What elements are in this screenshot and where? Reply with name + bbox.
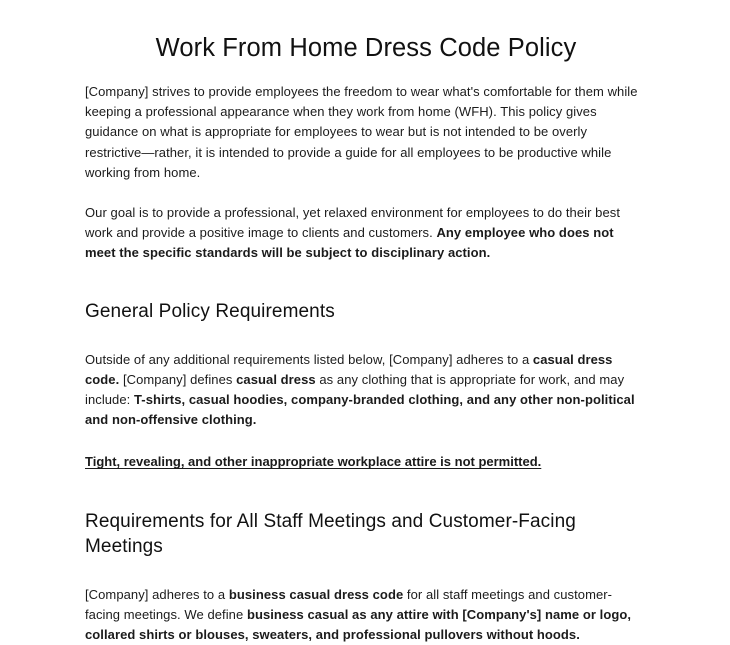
paragraph-goal [85, 203, 647, 264]
text-run: Outside of any additional requirements listed below, [Company] adheres to a [85, 351, 533, 367]
spacer [85, 559, 647, 585]
document-content [85, 0, 647, 645]
prohibited-attire-statement: Tight, revealing, and other inappropriate workplace attire is not permitted. [85, 454, 542, 470]
paragraph-casual-dress [85, 350, 647, 431]
heading-staff-meetings: Requirements for All Staff Meetings and Customer-Facing Meetings [85, 510, 576, 557]
text-run-bold: as any attire with [Company's] name or logo, collared shirts or blouses, sweaters, and professional pullovers without hoods. [85, 606, 632, 643]
text-run: for all staff meetings and customer-facing meetings. We define [85, 586, 613, 622]
heading-general-policy-requirements: General Policy Requirements [85, 300, 335, 322]
text-run: [Company] defines [119, 371, 237, 387]
spacer [85, 430, 647, 452]
text-run-bold: Any employee who does not meet the specific standards will be subject to disciplinary action. [85, 225, 614, 261]
text-run-bold: casual dress code. [85, 351, 613, 387]
text-run-bold: T-shirts, casual hoodies, company-branded clothing, and any other non-political and non-offensive clothing. [85, 392, 635, 428]
page-title: Work From Home Dress Code Policy [155, 34, 577, 62]
paragraph-business-casual [85, 585, 647, 645]
text-run: as any clothing that is appropriate for work, and may include: [85, 371, 625, 408]
text-run: [Company] adheres to a [85, 586, 229, 602]
text-run-bold: business casual dress code [228, 586, 404, 602]
spacer [85, 183, 647, 203]
text-run-bold: business casual [246, 606, 349, 622]
spacer [85, 473, 647, 509]
paragraph-intro [85, 82, 647, 183]
spacer [85, 264, 647, 299]
text-run: Our goal is to provide a professional, yet relaxed environment for employees to do their best work and provide a positive image to clients and customers. [85, 205, 620, 241]
text-run: [Company] strives to provide employees the freedom to wear what's comfortable for them while keeping a professional appearance when they work from home (WFH). This policy gives guidance on what is appropriate for employees to wear but is not intended to be overly restrictive—rather, it is intended to provide a guide for all employees to be productive while working from home. [85, 84, 638, 180]
spacer [85, 63, 647, 82]
spacer [85, 324, 647, 350]
text-run-bold: casual dress [236, 371, 316, 387]
